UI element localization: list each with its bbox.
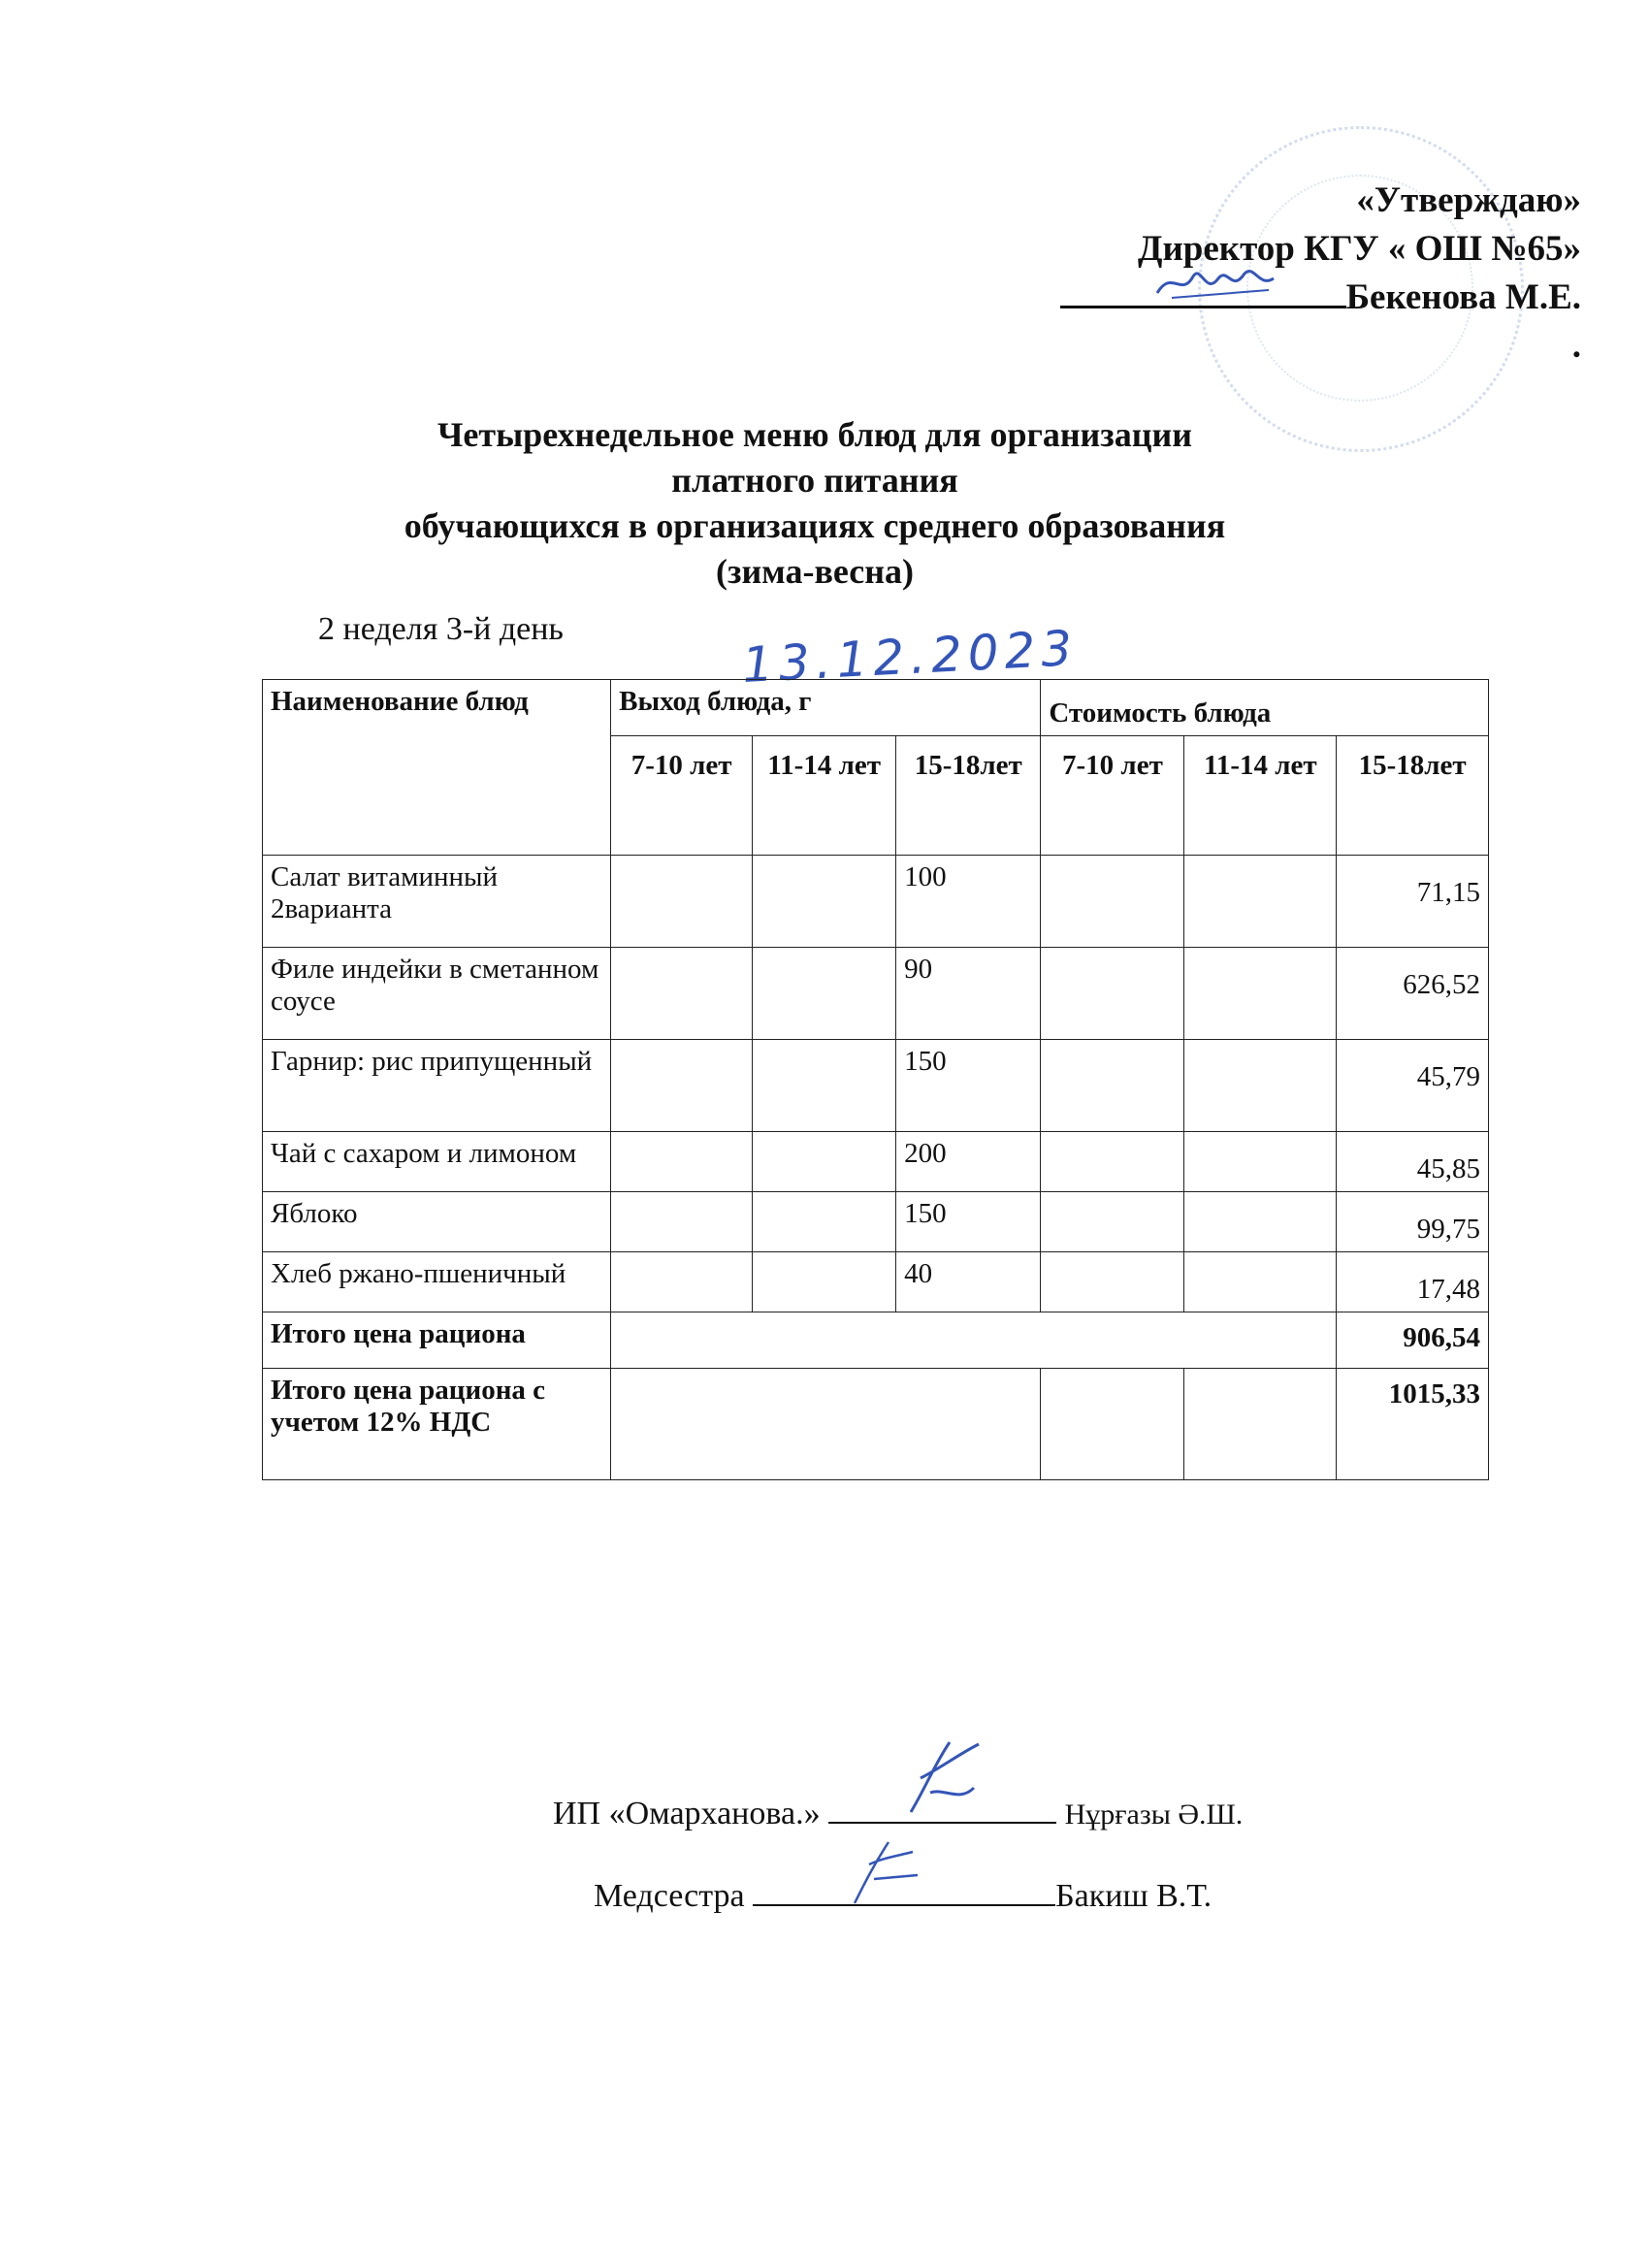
dish-name: Яблоко [263,1192,611,1252]
nurse-label: Медсестра [594,1878,745,1914]
cost-15-18: 17,48 [1337,1252,1489,1312]
dish-name: Салат витаминный 2варианта [263,856,611,948]
yield-15-18: 150 [896,1040,1041,1132]
ip-signature-icon [882,1734,998,1822]
age-yield-7-10: 7-10 лет [611,736,753,856]
director-signature-line [1060,280,1346,308]
ip-name: Нұрғазы Ә.Ш. [1064,1798,1244,1831]
approval-signature-row [1060,276,1581,319]
cost-15-18: 45,79 [1337,1040,1489,1132]
dish-name: Хлеб ржано-пшеничный [263,1252,611,1312]
week-day-label: 2 неделя 3-й день [318,611,564,647]
cost-15-18: 99,75 [1337,1192,1489,1252]
age-cost-11-14: 11-14 лет [1184,736,1337,856]
title-line-3: обучающихся в организациях среднего образования [404,506,1226,545]
table-row [263,1252,1489,1312]
approval-trailing-dot: . [1571,326,1581,366]
yield-15-18: 40 [896,1252,1041,1312]
total-row [263,1312,1489,1369]
table-row [263,856,1489,948]
director-signature-icon [1152,259,1288,308]
nurse-name: Бакиш В.Т. [1055,1878,1212,1914]
approval-position: Директор КГУ « ОШ №65» [1138,229,1581,269]
menu-table [262,679,1489,1480]
table-row [263,1192,1489,1252]
table-row [263,948,1489,1040]
yield-15-18: 100 [896,856,1041,948]
dish-name: Гарнир: рис припущенный [263,1040,611,1132]
table-row [263,1132,1489,1192]
total-vat-label: Итого цена рациона с учетом 12% НДС [263,1369,611,1480]
age-cost-15-18: 15-18лет [1337,736,1489,856]
age-yield-15-18: 15-18лет [896,736,1041,856]
handwritten-date: 13.12.2023 [740,619,1080,695]
total-label: Итого цена рациона [263,1312,611,1369]
ip-label: ИП «Омарханова.» [553,1796,821,1831]
cost-15-18: 626,52 [1337,948,1489,1040]
ip-signature-row [553,1795,1243,1832]
document-title [0,412,1649,595]
approval-heading: «Утверждаю» [1356,180,1581,220]
director-name: Бекенова М.Е. [1345,277,1581,317]
nurse-signature-line [753,1877,1055,1906]
nurse-signature-row [594,1877,1212,1915]
yield-15-18: 200 [896,1132,1041,1192]
total-value: 906,54 [1337,1312,1489,1369]
header-dish: Наименование блюд [263,680,611,856]
age-cost-7-10: 7-10 лет [1041,736,1184,856]
total-vat-value: 1015,33 [1337,1369,1489,1480]
nurse-signature-icon [830,1831,937,1908]
title-line-1: Четырехнедельное меню блюд для организации [436,415,1192,454]
yield-15-18: 150 [896,1192,1041,1252]
ip-signature-line [828,1795,1056,1824]
total-vat-row [263,1369,1489,1480]
header-cost: Стоимость блюда [1041,680,1489,736]
yield-15-18: 90 [896,948,1041,1040]
table-header-row [263,680,1489,736]
table-row [263,1040,1489,1132]
cost-15-18: 45,85 [1337,1132,1489,1192]
dish-name: Филе индейки в сметанном соусе [263,948,611,1040]
title-line-4: (зима-весна) [715,552,915,591]
cost-15-18: 71,15 [1337,856,1489,948]
header-yield: Выход блюда, г [611,680,1041,736]
dish-name: Чай с сахаром и лимоном [263,1132,611,1192]
age-yield-11-14: 11-14 лет [753,736,896,856]
title-line-2: платного питания [671,461,958,500]
